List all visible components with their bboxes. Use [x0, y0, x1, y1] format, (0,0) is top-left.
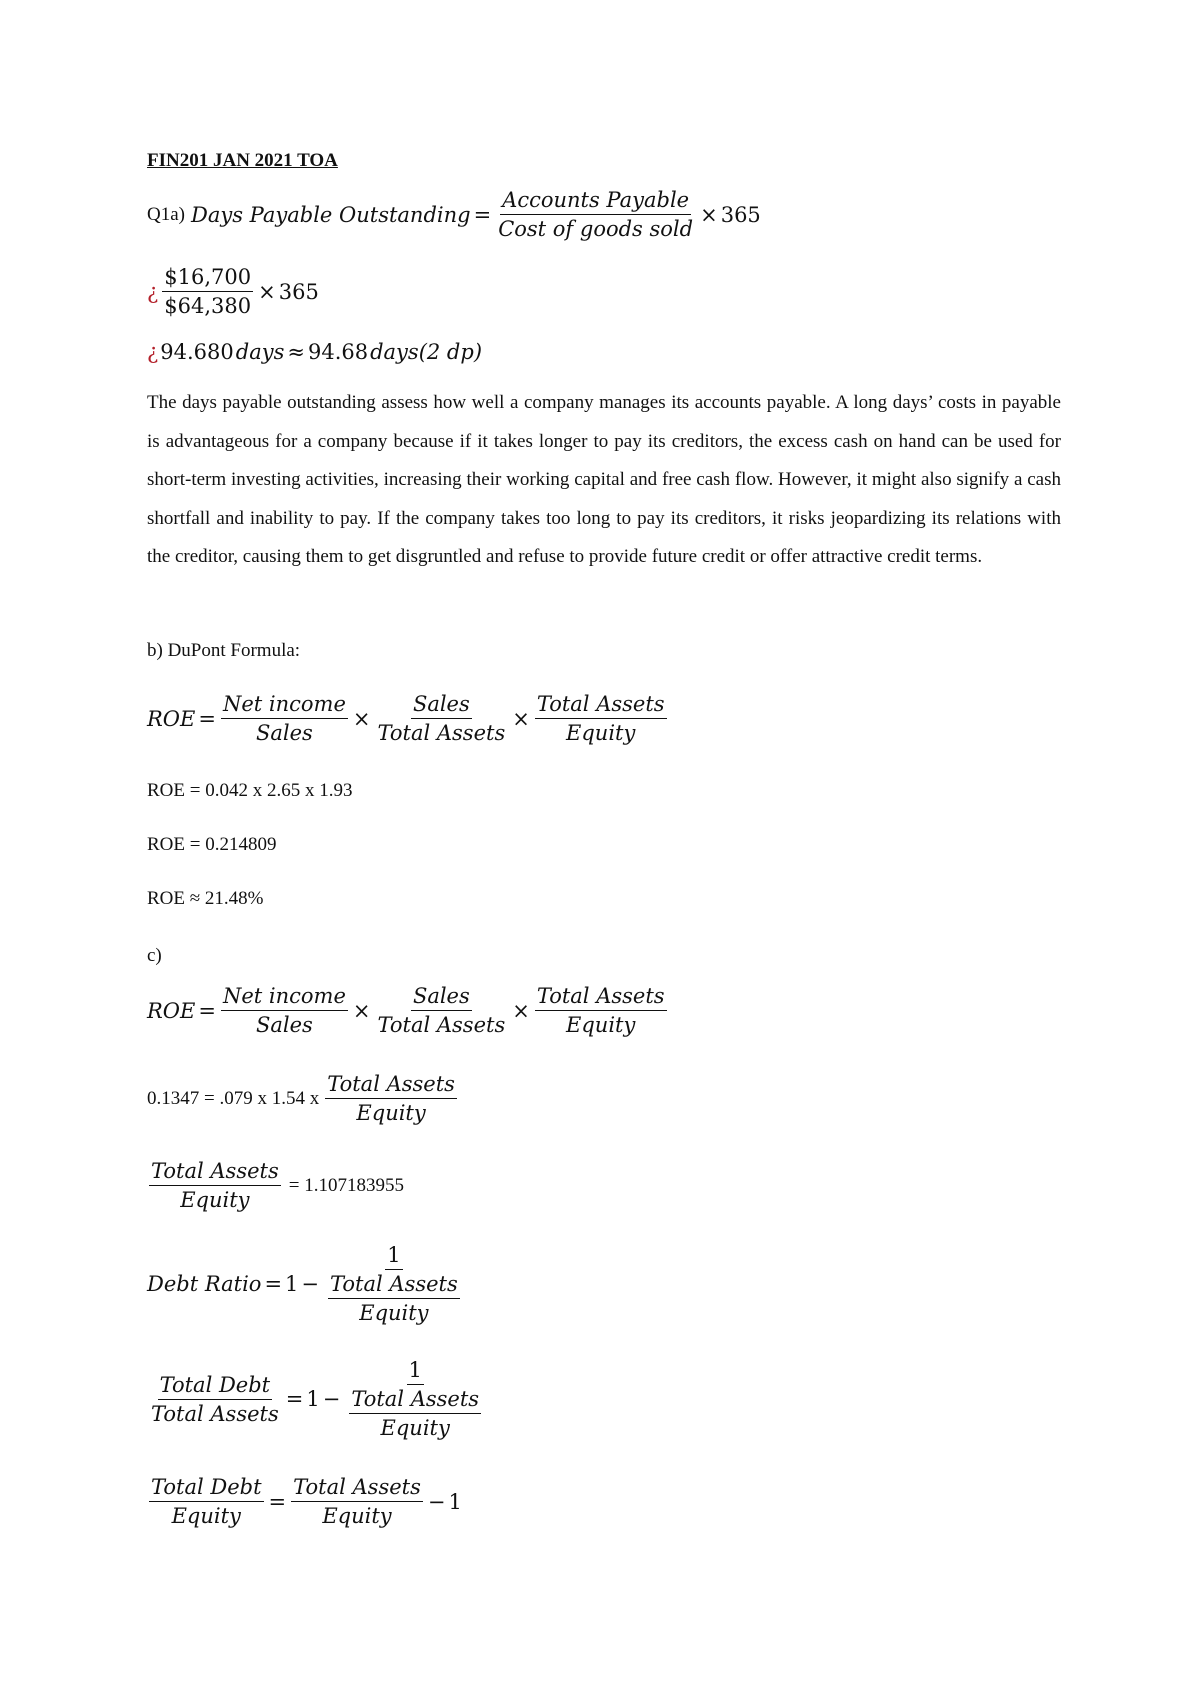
profit-margin-fraction — [221, 692, 348, 745]
roe-lhs: ROE — [147, 998, 196, 1023]
dpo-fraction — [496, 188, 695, 241]
denominator: Total Assets — [377, 721, 506, 745]
numerator: Total Assets — [349, 1387, 481, 1414]
dpo-numerator: Accounts Payable — [500, 188, 691, 215]
inner-fraction — [349, 1387, 481, 1440]
equity-multiplier-value: = 1.107183955 — [288, 1174, 404, 1196]
equals-sign: = — [473, 202, 492, 227]
numerator: Total Assets — [149, 1159, 281, 1186]
equity-multiplier-fraction — [535, 984, 667, 1037]
roe-calculation: ROE = 0.042 x 2.65 x 1.93 — [147, 780, 353, 801]
times-sign: × — [512, 998, 530, 1023]
document-title: FIN201 JAN 2021 TOA — [147, 150, 338, 171]
dpo-formula — [147, 188, 761, 241]
roe-percentage: ROE ≈ 21.48% — [147, 888, 264, 909]
dpo-substitution — [147, 265, 319, 318]
numerator: Total Debt — [158, 1373, 273, 1400]
part-b-label: b) DuPont Formula: — [147, 640, 301, 661]
equity-multiplier-result — [147, 1159, 404, 1212]
one: 1 — [306, 1387, 320, 1411]
numerator: Net income — [221, 984, 348, 1011]
minus-sign: − — [322, 1387, 341, 1411]
equals-sign: = — [268, 1489, 287, 1514]
part-c-label: c) — [147, 945, 162, 966]
equals-sign: = — [198, 706, 216, 731]
denominator: Sales — [256, 721, 313, 745]
debt-equity-formula — [147, 1475, 462, 1528]
denominator: Equity — [359, 1301, 429, 1325]
substitution-denominator: $64,380 — [164, 294, 252, 318]
dupont-formula-b — [147, 692, 669, 745]
dpo-lhs: Days Payable Outstanding — [190, 202, 471, 227]
replacement-glyph: ¿ — [147, 340, 159, 364]
dupont-formula-c — [147, 984, 669, 1037]
equity-multiplier-fraction — [535, 692, 667, 745]
compound-fraction — [324, 1243, 464, 1325]
numerator: Total Assets — [535, 692, 667, 719]
result-unit-rounded: days — [370, 340, 419, 364]
times-sign: × — [700, 202, 718, 227]
numerator: Total Assets — [535, 984, 667, 1011]
question-label: Q1a) — [147, 203, 185, 225]
numerator: Total Debt — [149, 1475, 264, 1502]
equals-sign: = — [264, 1272, 283, 1296]
numerator: 1 — [385, 1243, 402, 1270]
debt-ratio-formula — [147, 1243, 466, 1325]
numerator: Total Assets — [328, 1272, 460, 1299]
asset-turnover-fraction — [375, 692, 507, 745]
numerator: Net income — [221, 692, 348, 719]
denominator: Total Assets — [377, 1013, 506, 1037]
denominator: Equity — [322, 1504, 392, 1528]
denominator: Equity — [180, 1188, 250, 1212]
debt-ratio-fraction — [149, 1373, 281, 1426]
times-sign: × — [352, 998, 371, 1023]
dpo-result — [147, 340, 482, 364]
result-value: 94.680 — [160, 340, 234, 364]
substitution-numerator: $16,700 — [162, 265, 253, 292]
numerator: Sales — [411, 692, 472, 719]
denominator: Equity — [566, 721, 636, 745]
minus-sign: − — [427, 1489, 446, 1514]
numerator: Total Assets — [291, 1475, 423, 1502]
times-sign: × — [352, 706, 371, 731]
denominator: Total Assets — [151, 1401, 279, 1426]
equity-multiplier-fraction — [325, 1072, 457, 1125]
debt-equity-fraction — [149, 1475, 264, 1528]
dpo-factor: 365 — [720, 202, 761, 227]
result-rounded: 94.68 — [307, 340, 369, 364]
dpo-explanation: The days payable outstanding assess how well a company manages its accounts payable. A long days’ costs in payable is advantageous for a company because if it takes longer to pay its creditors, the excess cash on hand can be used for short-term investing activities, increasing their working capital and free cash flow. However, it might also signify a cash shortfall and inability to pay. If the company takes too long to pay its creditors, it risks jeopardizing its relations with the creditor, causing them to get disgruntled and refuse to provide future credit or offer attractive credit terms. — [147, 392, 1061, 568]
asset-turnover-fraction — [375, 984, 507, 1037]
result-precision: (2 dp) — [418, 340, 483, 364]
compound-fraction — [345, 1358, 485, 1440]
denominator: Equity — [356, 1101, 426, 1125]
numerator: Total Assets — [325, 1072, 457, 1099]
times-sign: × — [512, 706, 530, 731]
roe-substitution — [147, 1072, 459, 1125]
equals-sign: = — [285, 1387, 304, 1411]
denominator: Equity — [171, 1504, 241, 1528]
debt-ratio-lhs: Debt Ratio — [147, 1272, 262, 1296]
result-unit: days — [235, 340, 285, 364]
debt-ratio-formula-2 — [147, 1358, 487, 1440]
numerator: Sales — [411, 984, 472, 1011]
one: 1 — [448, 1489, 462, 1514]
inner-fraction — [328, 1272, 460, 1325]
substitution-fraction — [162, 265, 253, 318]
denominator: Sales — [256, 1013, 313, 1037]
equals-sign: = — [198, 998, 216, 1023]
denominator — [345, 1385, 485, 1440]
approx-sign: ≈ — [287, 340, 305, 364]
numerator: 1 — [407, 1358, 424, 1385]
dpo-denominator: Cost of goods sold — [498, 217, 694, 241]
substitution-prefix: 0.1347 = .079 x 1.54 x — [147, 1087, 320, 1109]
denominator — [324, 1270, 464, 1325]
one: 1 — [285, 1272, 299, 1296]
substitution-factor: 365 — [278, 279, 319, 304]
denominator: Equity — [566, 1013, 636, 1037]
equity-multiplier-fraction — [149, 1159, 281, 1212]
replacement-glyph: ¿ — [147, 279, 159, 304]
profit-margin-fraction — [221, 984, 348, 1037]
minus-sign: − — [301, 1272, 320, 1296]
roe-lhs: ROE — [147, 706, 196, 731]
equity-multiplier-fraction — [291, 1475, 423, 1528]
denominator: Equity — [380, 1416, 450, 1440]
times-sign: × — [258, 279, 276, 304]
roe-result: ROE = 0.214809 — [147, 834, 277, 855]
